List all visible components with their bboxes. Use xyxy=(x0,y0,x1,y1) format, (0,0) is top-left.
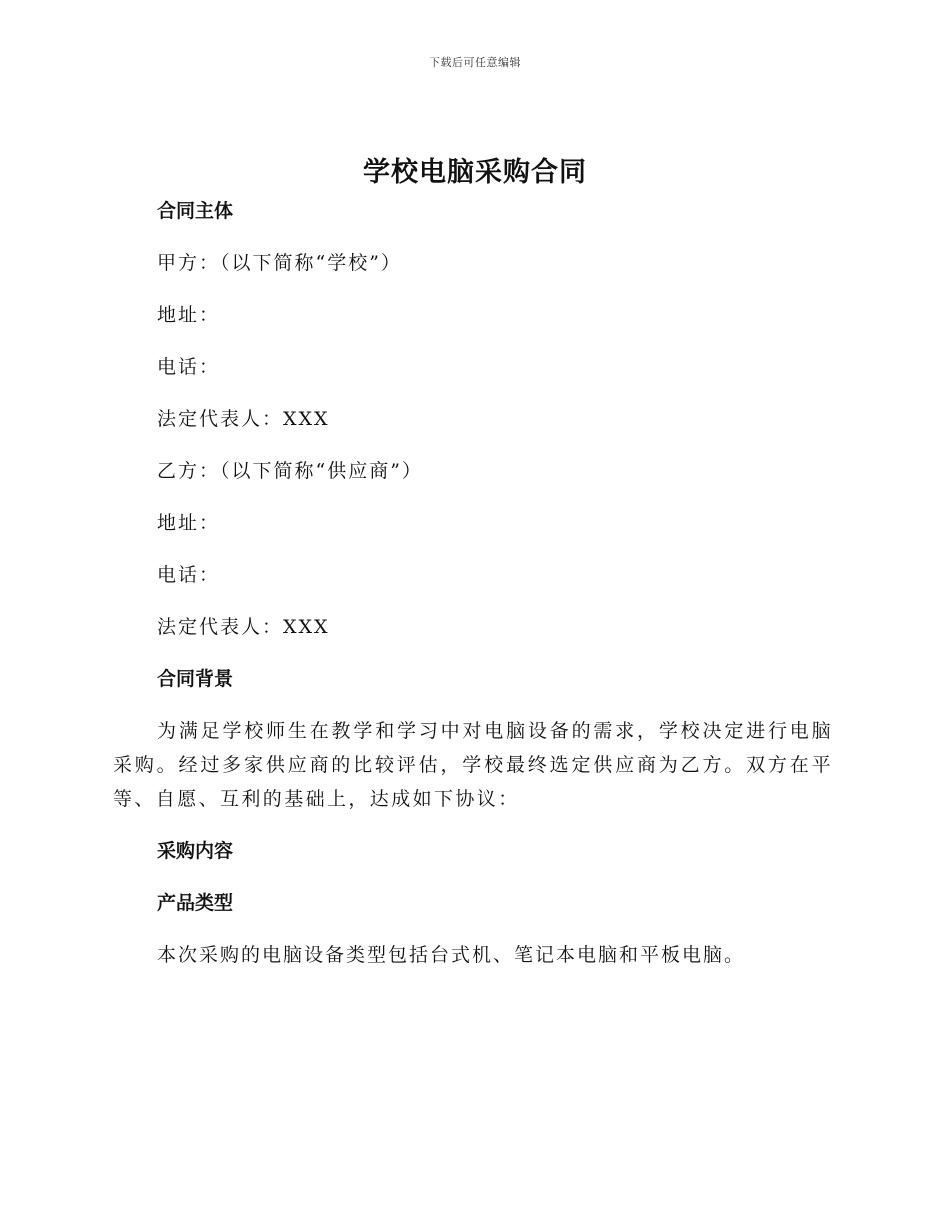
background-paragraph: 为满足学校师生在教学和学习中对电脑设备的需求，学校决定进行电脑采购。经过多家供应商的比较评估，学校最终选定供应商为乙方。双方在平等、自愿、互利的基础上，达成如下协议： xyxy=(113,720,833,810)
party-a-phone: 电话： xyxy=(157,356,221,378)
product-type-paragraph: 本次采购的电脑设备类型包括台式机、笔记本电脑和平板电脑。 xyxy=(157,944,746,966)
party-a-line: 甲方：（以下简称“学校”） xyxy=(157,252,402,274)
section-heading-background: 合同背景 xyxy=(157,668,234,690)
party-b-representative: 法定代表人：XXX xyxy=(157,616,330,638)
page-header-note: 下载后可任意编辑 xyxy=(429,56,521,69)
subsection-heading-product-type: 产品类型 xyxy=(157,892,234,914)
party-a-address: 地址： xyxy=(157,304,221,326)
section-heading-procurement: 采购内容 xyxy=(157,840,234,862)
document-title: 学校电脑采购合同 xyxy=(363,157,587,188)
party-b-phone: 电话： xyxy=(157,564,221,586)
party-b-line: 乙方：（以下简称“供应商”） xyxy=(157,460,423,482)
party-b-address: 地址： xyxy=(157,512,221,534)
section-heading-parties: 合同主体 xyxy=(157,200,234,222)
party-a-representative: 法定代表人：XXX xyxy=(157,408,330,430)
document-body xyxy=(113,194,833,990)
